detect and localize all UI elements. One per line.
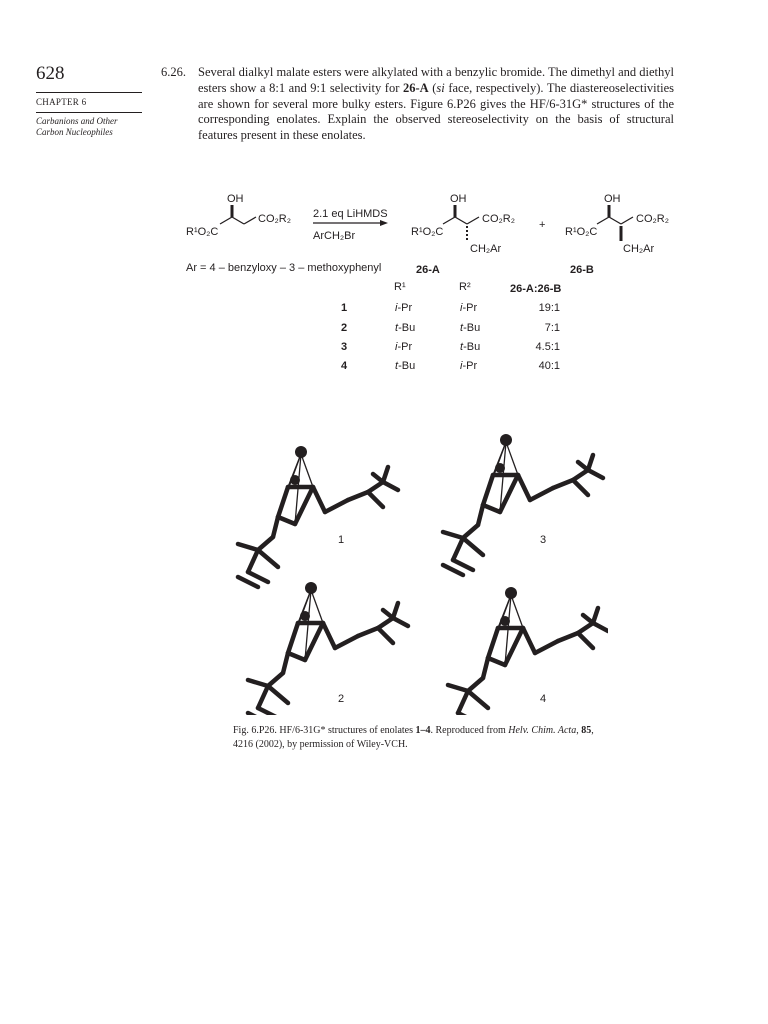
r1-suffix: -Pr <box>397 341 413 353</box>
r1-suffix: -Bu <box>398 322 416 334</box>
reagent-bottom: ArCH₂Br <box>313 230 356 242</box>
page-number: 628 <box>36 63 65 84</box>
entry-number: 3 <box>341 341 348 353</box>
pb-ester-right: CO₂R₂ <box>636 213 669 225</box>
caption-enolates: 1–4 <box>415 725 431 736</box>
sm-ester-right: CO₂R₂ <box>258 213 291 225</box>
problem-text-rest: face, respectively). The diastereoselectivities are shown for several more bulky esters. Figure 6.P26 gives the HF/6-31G* structures of the corresponding enolates. Explain the observed stereoselectivity on the basis of structural features present in these enolates. <box>198 80 674 143</box>
sm-bond-2 <box>232 217 244 224</box>
structure-label-2: 2 <box>338 693 345 705</box>
chapter-rule-bottom <box>36 112 142 113</box>
r1-prefix: t <box>395 322 399 334</box>
r2-prefix: t <box>460 322 464 334</box>
chapter-rule-top <box>36 92 142 93</box>
pa-ester-right: CO₂R₂ <box>482 213 515 225</box>
r1-cell <box>395 322 415 334</box>
enolate-structure-2 <box>248 582 408 715</box>
ratio-cell: 19:1 <box>538 302 560 314</box>
enolate-structures-figure <box>228 430 608 715</box>
structure-label-4: 4 <box>540 693 547 705</box>
ratio-cell: 7:1 <box>544 322 560 334</box>
pb-ester-left: R¹O₂C <box>565 226 598 238</box>
enolate-structure-3 <box>443 434 603 575</box>
ratio-cell: 4.5:1 <box>535 341 560 353</box>
pa-bond-1 <box>443 217 455 224</box>
entry-number: 2 <box>341 322 348 334</box>
sm-oh: OH <box>227 193 244 205</box>
chapter-title: Carbanions and Other Carbon Nucleophiles <box>36 116 118 137</box>
plus-sign: + <box>539 219 546 231</box>
r2-suffix: -Pr <box>462 302 478 314</box>
product-a-label: 26-A <box>416 264 440 276</box>
structure-label-1: 1 <box>338 534 345 546</box>
entry-number: 4 <box>341 360 348 372</box>
ratio-cell: 40:1 <box>538 360 560 372</box>
header-ratio: 26-A:26-B <box>510 283 562 295</box>
chapter-label: CHAPTER 6 <box>36 97 87 107</box>
pa-oh: OH <box>450 193 467 205</box>
r1-prefix: i <box>395 302 398 314</box>
reaction-arrow-head <box>380 220 388 226</box>
r1-cell <box>395 360 415 372</box>
caption-journal: Helv. Chim. Acta <box>508 725 577 736</box>
pa-bond-2 <box>455 217 467 224</box>
reagent-top: 2.1 eq LiHMDS <box>313 208 388 220</box>
header-r1: R¹ <box>394 281 406 293</box>
caption-intro: Fig. 6.P26. HF/6-31G* structures of enolates <box>233 725 416 736</box>
pb-bond-1 <box>597 217 609 224</box>
caption-volume: 85 <box>581 725 592 736</box>
pa-bond-3 <box>467 217 479 224</box>
face-label: si <box>436 80 445 95</box>
r1-prefix: t <box>395 360 399 372</box>
pb-bond-2 <box>609 217 621 224</box>
sm-ester-left: R¹O₂C <box>186 226 219 238</box>
pa-ch2ar: CH₂Ar <box>470 243 502 255</box>
caption-mid: . Reproduced from <box>430 725 509 736</box>
r2-cell <box>460 322 480 334</box>
problem-text <box>198 65 674 144</box>
header-r2: R² <box>459 281 471 293</box>
r1-suffix: -Bu <box>398 360 416 372</box>
r2-suffix: -Pr <box>462 360 478 372</box>
r2-prefix: i <box>460 360 463 372</box>
caption-comma: , <box>576 725 582 736</box>
pb-oh: OH <box>604 193 621 205</box>
figure-caption <box>233 724 613 752</box>
problem-number: 6.26. <box>161 65 186 79</box>
pb-ch2ar: CH₂Ar <box>623 243 655 255</box>
enolate-structure-1 <box>238 446 398 587</box>
product-b-label: 26-B <box>570 264 594 276</box>
product-reference: 26-A <box>402 80 429 95</box>
r1-cell <box>395 302 412 314</box>
r2-prefix: i <box>460 302 463 314</box>
caption-end: , 4216 (2002), by permission of Wiley-VCH. <box>233 725 594 750</box>
sm-bond-1 <box>220 217 232 224</box>
r1-cell <box>395 341 412 353</box>
ar-definition: Ar = 4 – benzyloxy – 3 – methoxyphenyl <box>186 262 382 274</box>
enolate-structure-4 <box>448 587 608 715</box>
r2-cell <box>460 341 480 353</box>
pa-ester-left: R¹O₂C <box>411 226 444 238</box>
r2-suffix: -Bu <box>463 341 481 353</box>
r1-suffix: -Pr <box>397 302 413 314</box>
open-paren: ( <box>428 80 437 95</box>
problem-text-intro: Several dialkyl malate esters were alkylated with a benzylic bromide. The dimethyl and diethyl esters show a 8:1 and 9:1 selectivity for <box>198 65 675 95</box>
r1-prefix: i <box>395 341 398 353</box>
sm-bond-3 <box>244 217 256 224</box>
r2-cell <box>460 302 477 314</box>
pb-bond-3 <box>621 217 633 224</box>
r2-cell <box>460 360 477 372</box>
r2-prefix: t <box>460 341 464 353</box>
r2-suffix: -Bu <box>463 322 481 334</box>
entry-number: 1 <box>341 302 348 314</box>
structure-label-3: 3 <box>540 534 547 546</box>
